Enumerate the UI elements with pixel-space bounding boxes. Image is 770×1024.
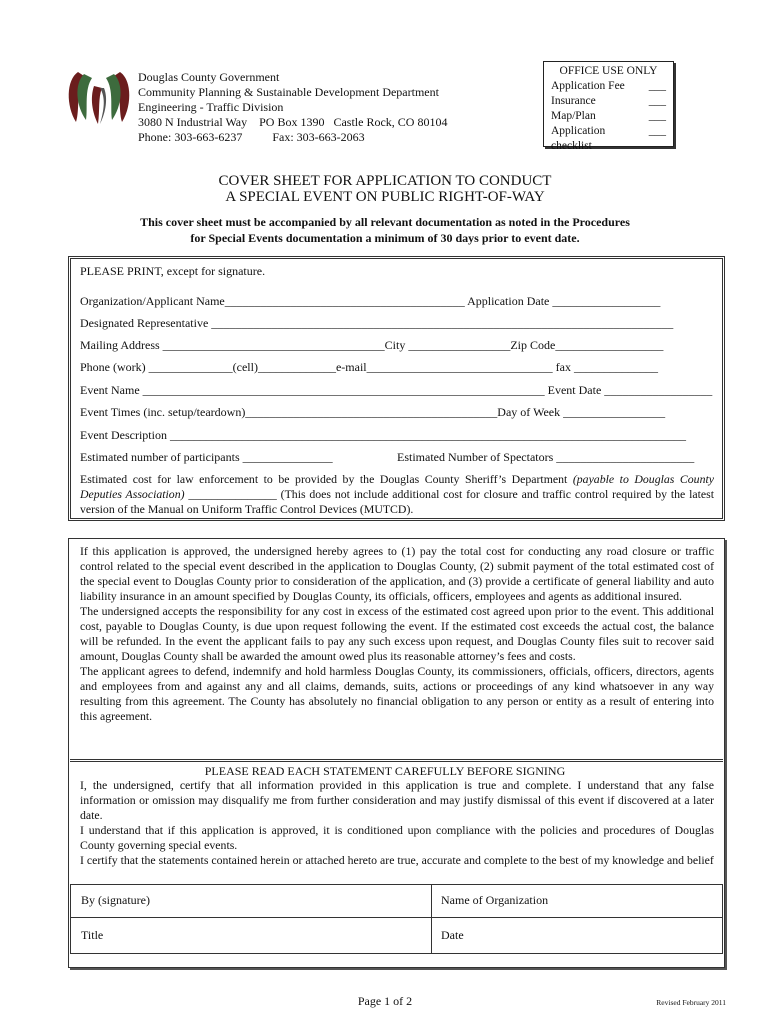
doc-title-2: A SPECIAL EVENT ON PUBLIC RIGHT-OF-WAY: [225, 189, 545, 205]
page-number: Page 1 of 2: [357, 994, 413, 1008]
law-note-pre: Estimated cost for law enforcement to be provided by the Douglas County Sheriff’s Department: [80, 472, 573, 486]
print-note: PLEASE PRINT, except for signature.: [80, 264, 266, 278]
header-line-4: 3080 N Industrial Way PO Box 1390 Castle Rock, CO 80104: [138, 115, 448, 129]
header-line-2: Community Planning & Sustainable Development Department: [138, 85, 439, 99]
date-field[interactable]: Date: [441, 928, 464, 942]
law-note-italic: (payable to Douglas County Deputies Association): [80, 472, 714, 501]
certify-heading: PLEASE READ EACH STATEMENT CAREFULLY BEFORE SIGNING: [204, 764, 566, 778]
agreement-text: [80, 544, 714, 724]
org-name-sign-field[interactable]: Name of Organization: [441, 893, 549, 907]
law-enforcement-note: [80, 472, 714, 517]
certify-para-2: I understand that if this application is approved, it is conditioned upon compliance with the policies and procedures of Douglas County governing special events.: [80, 823, 714, 852]
header-line-3: Engineering - Traffic Division: [138, 100, 284, 114]
office-item-blank[interactable]: ___: [648, 80, 666, 92]
office-item: [551, 79, 666, 94]
law-note-post: _______________ (This does not include additional cost for closure and traffic control required by the latest version of the Manual on Uniform Traffic Control Devices (MUTCD).: [80, 487, 714, 516]
office-use-box: [543, 61, 674, 152]
certify-text: [80, 778, 714, 868]
spectators-field[interactable]: Estimated Number of Spectators _______________________: [397, 450, 695, 464]
office-item-label: Application Fee: [551, 80, 625, 92]
certify-para-1: I, the undersigned, certify that all information provided in this application is true and complete. I understand that any false information or omission may disqualify me from further consideration and may justify dismissal of this event if discovered at a later date.: [80, 778, 714, 822]
sig-divider-h: [71, 917, 722, 918]
signature-field[interactable]: By (signature): [81, 893, 150, 907]
office-item-blank[interactable]: ___: [648, 95, 666, 107]
office-item-blank[interactable]: ___: [648, 110, 666, 122]
agreement-para-3: The applicant agrees to defend, indemnify and hold harmless Douglas County, its commissioners, officials, officers, directors, agents and employees from and against any and all claims, demands, suits, actions or proceedings of any kind whatsoever in any way resulting from this agreement. The County has absolutely no financial obligation to any person or entity as a result of entering into this agreement.: [80, 664, 714, 723]
header-line-5: Phone: 303-663-6237 Fax: 303-663-2063: [138, 130, 365, 144]
event-times-field[interactable]: Event Times (inc. setup/teardown)__________________________________________Day of Week _________________: [80, 405, 666, 419]
event-desc-field[interactable]: Event Description ______________________________________________________________________________________: [80, 428, 686, 442]
office-item: [551, 94, 666, 109]
office-item-label: Application checklist: [551, 125, 606, 152]
phone-field[interactable]: Phone (work) ______________(cell)_____________e-mail_______________________________ fax ______________: [80, 360, 658, 374]
office-item: [551, 109, 666, 124]
doc-subtitle-2: for Special Events documentation a minimum of 30 days prior to event date.: [190, 231, 580, 245]
office-item-blank[interactable]: ___: [648, 125, 666, 137]
title-field[interactable]: Title: [81, 928, 104, 942]
mailing-field[interactable]: Mailing Address _____________________________________City _________________Zip Code__________________: [80, 338, 664, 352]
doc-title-1: COVER SHEET FOR APPLICATION TO CONDUCT: [218, 173, 552, 189]
rep-field[interactable]: Designated Representative _____________________________________________________________________________: [80, 316, 674, 330]
office-item: [551, 124, 666, 154]
org-name-field[interactable]: Organization/Applicant Name________________________________________ Application Date __________________: [80, 294, 661, 308]
header-line-1: Douglas County Government: [138, 70, 280, 84]
county-logo: [64, 66, 134, 130]
participants-field[interactable]: Estimated number of participants _______________: [80, 450, 333, 464]
office-use-title: OFFICE USE ONLY: [559, 65, 658, 77]
certify-para-3: I certify that the statements contained herein or attached hereto are true, accurate and complete to the best of my knowledge and belief: [80, 853, 714, 867]
agreement-para-1: If this application is approved, the undersigned hereby agrees to (1) pay the total cost for conducting any road closure or traffic control related to the special event described in the application to Douglas County, (2) submit payment of the total estimated cost of the special event to Douglas County prior to consideration of the application, and (3) provide a certificate of general liability and auto liability insurance in an amount specified by Douglas County, its officials, officers, employees and agents as additional insured.: [80, 544, 714, 603]
revised-date: Revised February 2011: [656, 998, 726, 1007]
header-org: [138, 70, 447, 145]
office-item-label: Insurance: [551, 95, 596, 107]
doc-subtitle-1: This cover sheet must be accompanied by all relevant documentation as noted in the Procedures: [140, 215, 630, 229]
agreement-para-2: The undersigned accepts the responsibility for any cost in excess of the estimated cost agreed upon prior to the event. This additional cost, payable to Douglas County, is due upon request following the event. If the estimated cost exceeds the actual cost, the balance will be refunded. In the event the applicant fails to pay any such excess upon request, and Douglas County files suit to recover said amount, Douglas County shall be awarded the amount owed plus its reasonable attorney’s fees and costs.: [80, 604, 714, 663]
sig-divider-v: [431, 885, 432, 953]
office-item-label: Map/Plan: [551, 110, 596, 122]
event-name-field[interactable]: Event Name ___________________________________________________________________ Event Date __________________: [80, 383, 713, 397]
signature-table: [70, 884, 723, 954]
